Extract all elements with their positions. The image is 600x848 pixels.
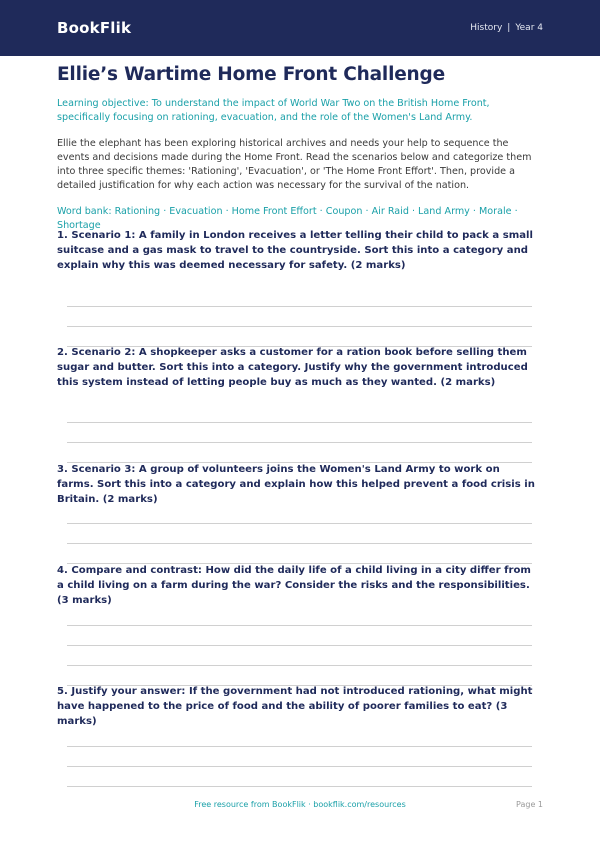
answer-line[interactable] bbox=[67, 543, 532, 544]
answer-line[interactable] bbox=[67, 306, 532, 307]
answer-line[interactable] bbox=[67, 786, 532, 787]
answer-line[interactable] bbox=[67, 625, 532, 626]
question-text: 3. Scenario 3: A group of volunteers joins the Women's Land Army to work on farms. Sort this into a category and explain how this helped prevent a food crisis in Britain. (2 marks) bbox=[57, 464, 535, 505]
answer-line[interactable] bbox=[67, 422, 532, 423]
worksheet-title: Ellie’s Wartime Home Front Challenge bbox=[57, 64, 445, 85]
answer-line[interactable] bbox=[67, 665, 532, 666]
page-header bbox=[0, 0, 600, 56]
question-text: 4. Compare and contrast: How did the daily life of a child living in a city differ from a child living on a farm during the war? Consider the risks and the responsibilities. (3 marks) bbox=[57, 565, 531, 606]
worksheet-intro bbox=[57, 64, 533, 251]
question-1 bbox=[57, 228, 535, 273]
header-meta bbox=[470, 23, 543, 33]
question-text: 5. Justify your answer: If the government had not introduced rationing, what might have happened to the price of food and the ability of poorer families to eat? (3 marks) bbox=[57, 686, 533, 727]
question-text: 2. Scenario 2: A shopkeeper asks a customer for a ration book before selling them sugar and butter. Sort this into a category. Justify why the government introduced this system instead of letting people buy as much as they wanted. (2 marks) bbox=[57, 347, 528, 388]
question-5 bbox=[57, 684, 535, 729]
question-4 bbox=[57, 563, 535, 608]
answer-line[interactable] bbox=[67, 746, 532, 747]
answer-line[interactable] bbox=[67, 442, 532, 443]
footer-credit[interactable]: Free resource from BookFlik · bookflik.com/resources bbox=[194, 800, 406, 809]
page-footer bbox=[0, 800, 600, 820]
question-3 bbox=[57, 462, 535, 507]
learning-objective: Learning objective: To understand the impact of World War Two on the British Home Front, specifically focusing on rationing, evacuation, and the role of the Women's Land Army. bbox=[57, 98, 490, 123]
year-label: Year 4 bbox=[515, 23, 543, 33]
brand-logo: BookFlik bbox=[57, 19, 132, 37]
question-2 bbox=[57, 345, 535, 390]
word-bank: Word bank: Rationing · Evacuation · Home Front Effort · Coupon · Air Raid · Land Army · Morale · Shortage bbox=[57, 206, 518, 231]
question-text: 1. Scenario 1: A family in London receives a letter telling their child to pack a small suitcase and a gas mask to travel to the countryside. Sort this into a category and explain why this was deemed necessary for safety. (2 marks) bbox=[57, 230, 533, 271]
intro-text: Ellie the elephant has been exploring historical archives and needs your help to sequence the events and decisions made during the Home Front. Read the scenarios below and categorize them into three specific themes: 'Rationing', 'Evacuation', or 'The Home Front Effort'. Then, provide a detailed justification for why each action was necessary for the survival of the nation. bbox=[57, 138, 532, 191]
answer-line[interactable] bbox=[67, 645, 532, 646]
page-number: Page 1 bbox=[516, 800, 543, 809]
answer-line[interactable] bbox=[67, 326, 532, 327]
meta-separator: | bbox=[507, 23, 511, 33]
answer-line[interactable] bbox=[67, 523, 532, 524]
answer-line[interactable] bbox=[67, 766, 532, 767]
subject-label: History bbox=[470, 23, 503, 33]
